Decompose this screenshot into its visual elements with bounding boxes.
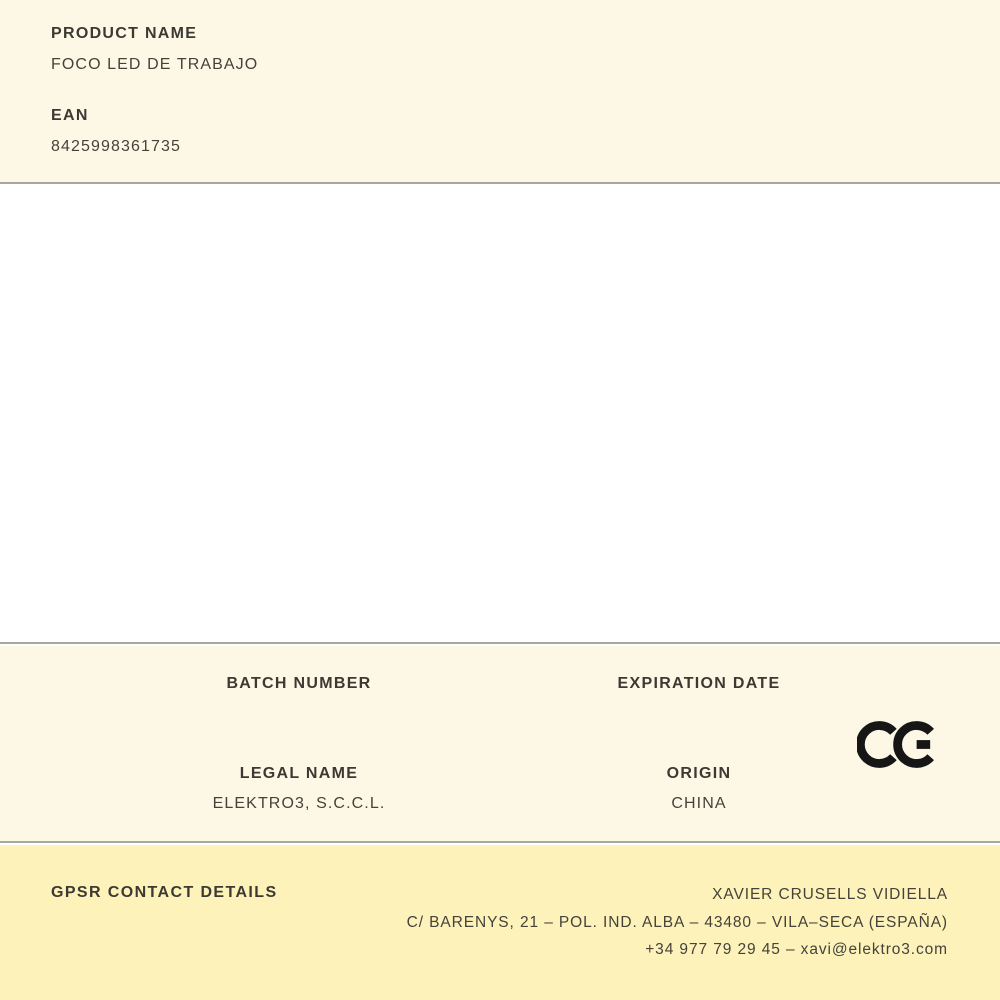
- batch-number-label: BATCH NUMBER: [226, 675, 372, 692]
- batch-info-section: [0, 646, 1000, 843]
- gpsr-footer-section: [0, 845, 1000, 1000]
- legal-name-value: ELEKTRO3, S.C.C.L.: [212, 795, 386, 812]
- ean-field: [51, 107, 949, 156]
- origin-value: CHINA: [671, 795, 727, 812]
- expiration-date-label: EXPIRATION DATE: [617, 675, 781, 692]
- blank-content-area: [0, 186, 1000, 644]
- product-name-label: PRODUCT NAME: [51, 25, 198, 42]
- gpsr-contact-name: XAVIER CRUSELLS VIDIELLA: [712, 886, 948, 903]
- ce-mark-icon: [857, 713, 941, 776]
- product-name-field: [51, 25, 949, 74]
- product-info-section: [0, 0, 1000, 184]
- legal-name-label: LEGAL NAME: [239, 765, 359, 782]
- product-name-value: FOCO LED DE TRABAJO: [51, 56, 259, 73]
- gpsr-contact-block: [407, 881, 948, 964]
- ean-value: 8425998361735: [51, 138, 181, 155]
- gpsr-contact-address: C/ BARENYS, 21 – POL. IND. ALBA – 43480 – VILA–SECA (ESPAÑA): [406, 913, 948, 931]
- origin-label: ORIGIN: [666, 765, 732, 782]
- gpsr-contact-phone-email: +34 977 79 29 45 – xavi@elektro3.com: [645, 941, 948, 958]
- ean-label: EAN: [51, 107, 89, 124]
- gpsr-footer-inner: [51, 881, 948, 964]
- gpsr-contact-label: GPSR CONTACT DETAILS: [51, 884, 278, 901]
- expiration-date-field: [449, 675, 949, 693]
